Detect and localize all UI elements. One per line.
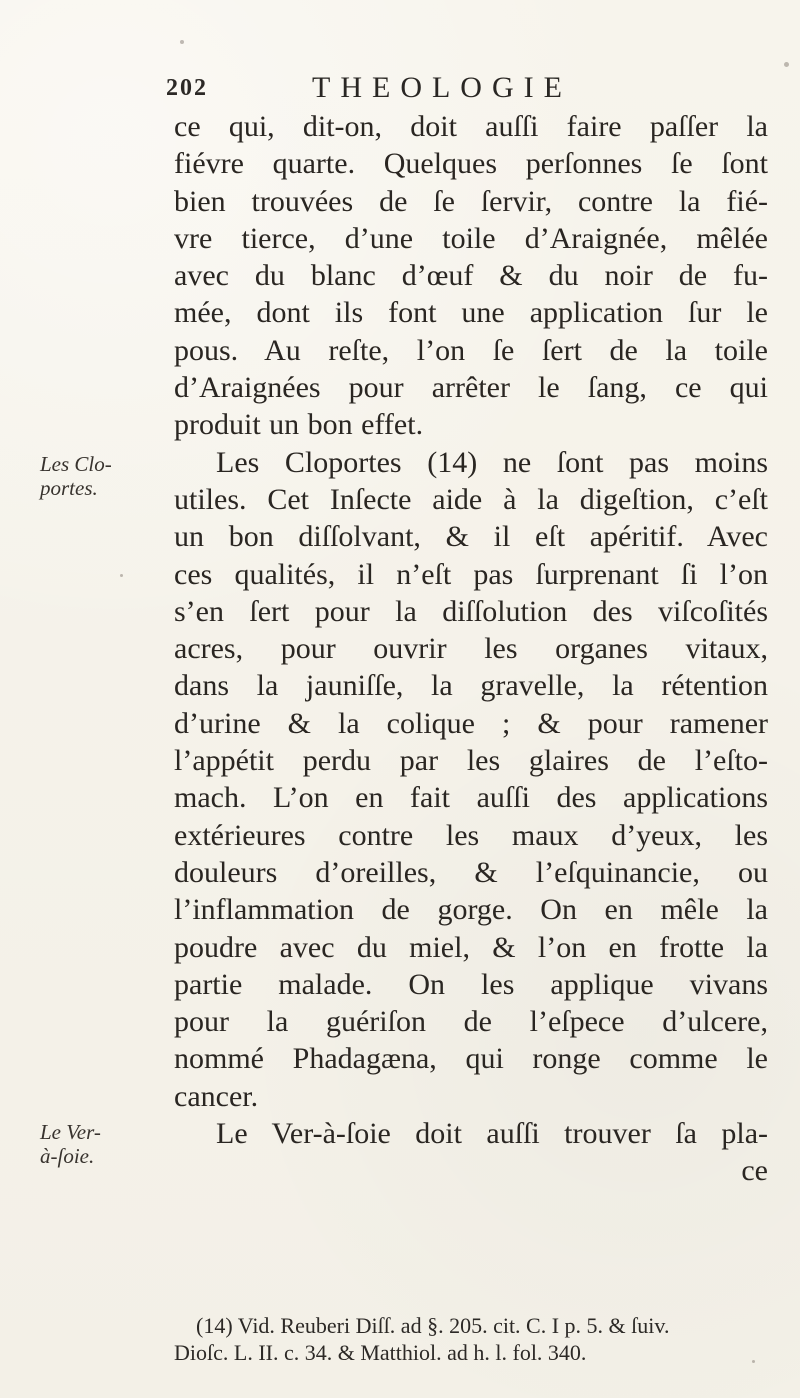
page-header: [166, 70, 616, 106]
catchword: ce: [741, 1154, 768, 1188]
text-line: ce qui, dit-on, doit auſſi faire paſſer la: [174, 110, 768, 143]
text-line: ces qualités, il n’eſt pas ſurprenant ſi l’on: [174, 557, 768, 591]
text-line: bien trouvées de ſe ſervir, contre la fié-: [174, 184, 768, 218]
text-line: utiles. Cet Inſecte aide à la digeſtion, c’eſt: [174, 482, 768, 516]
text-line: douleurs d’oreilles, & l’eſquinancie, ou: [174, 855, 768, 889]
margin-note-cloportes: [40, 452, 128, 500]
text-line: l’inflammation de gorge. On en mêle la: [174, 893, 768, 927]
footnote-line: (14) Vid. Reuberi Diſſ. ad §. 205. cit. C. I p. 5. & ſuiv.: [196, 1313, 670, 1338]
footnote-line: Dioſc. L. II. c. 34. & Matthiol. ad h. l. fol. 340.: [174, 1340, 587, 1365]
text-line: acres, pour ouvrir les organes vitaux,: [174, 632, 768, 666]
text-line: avec du blanc d’œuf & du noir de fu-: [174, 259, 768, 293]
text-line: un bon diſſolvant, & il eſt apéritif. Avec: [174, 520, 768, 554]
margin-note-line: Le Ver-: [40, 1120, 101, 1144]
text-line: mée, dont ils font une application ſur le: [174, 296, 768, 330]
paper-speck: [784, 62, 789, 67]
text-line: dans la jauniſſe, la gravelle, la rétention: [174, 669, 768, 703]
page-number: 202: [166, 75, 208, 101]
margin-note-ver-a-soie: [40, 1120, 128, 1168]
paragraph-start-line: Les Cloportes (14) ne ſont pas moins: [216, 445, 768, 479]
text-line: poudre avec du miel, & l’on en frotte la: [174, 930, 768, 964]
text-line: d’Araignées pour arrêter le ſang, ce qui: [174, 371, 768, 405]
margin-note-line: portes.: [40, 476, 98, 500]
text-line: pous. Au reſte, l’on ſe ſert de la toile: [174, 333, 768, 367]
text-line: partie malade. On les applique vivans: [174, 967, 768, 1001]
text-line: produit un bon effet.: [174, 408, 424, 442]
text-line: nommé Phadagæna, qui ronge comme le: [174, 1042, 768, 1076]
text-line: s’en ſert pour la diſſolution des viſcoſités: [174, 594, 768, 628]
paper-speck: [120, 574, 123, 577]
paragraph-start-line: Le Ver-à-ſoie doit auſſi trouver ſa pla-: [216, 1117, 768, 1151]
footnote: [174, 1312, 768, 1366]
text-line: fiévre quarte. Quelques perſonnes ſe ſont: [174, 147, 768, 181]
main-text-block: [174, 108, 768, 1190]
text-line: vre tierce, d’une toile d’Araignée, mêlée: [174, 221, 768, 255]
text-line: mach. L’on en fait auſſi des applications: [174, 781, 768, 815]
text-line: d’urine & la colique ; & pour ramener: [174, 706, 768, 740]
margin-note-line: Les Clo-: [40, 452, 112, 476]
text-line: cancer.: [174, 1079, 259, 1113]
paper-speck: [180, 40, 184, 44]
margin-note-line: à-ſoie.: [40, 1144, 95, 1168]
running-title: THEOLOGIE: [312, 71, 572, 104]
text-line: extérieures contre les maux d’yeux, les: [174, 818, 768, 852]
text-line: l’appétit perdu par les glaires de l’eſto-: [174, 744, 768, 778]
text-line: pour la guériſon de l’eſpece d’ulcere,: [174, 1005, 768, 1039]
